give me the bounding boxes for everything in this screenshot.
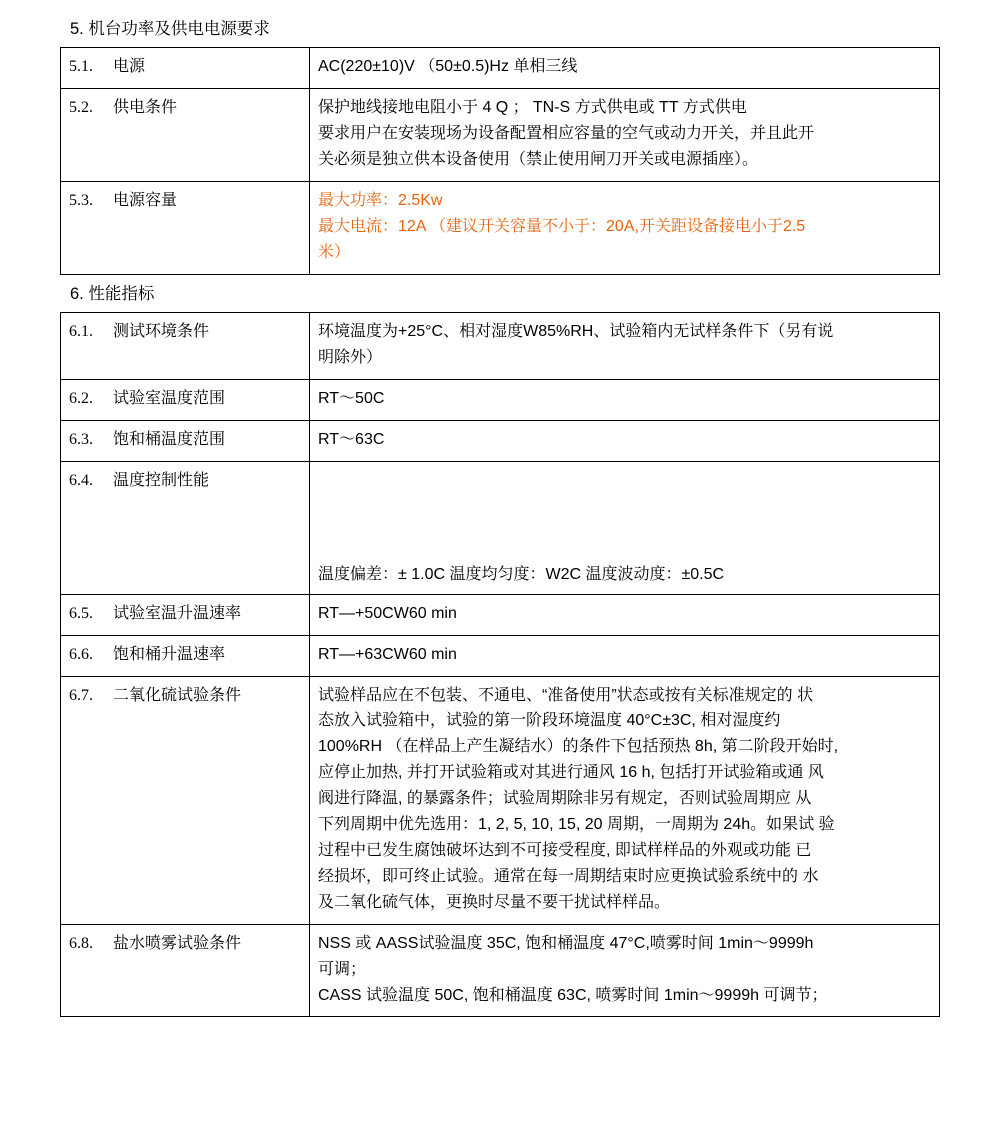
row-label-cell <box>61 313 310 380</box>
value-line: 保护地线接地电阻小于 4 Q ； TN-S 方式供电或 TT 方式供电 <box>318 99 747 117</box>
value-line: 要求用户在安装现场为设备配置相应容量的空气或动力开关，并且此开 <box>318 125 815 143</box>
row-label: 试验室温升温速率 <box>113 604 242 622</box>
value-line: RT～50C <box>318 389 385 407</box>
table-row <box>61 461 940 594</box>
value-line: 阀进行降温, 的暴露条件；试验周期除非另有规定，否则试验周期应 从 <box>318 790 812 808</box>
section-heading-power: 5. 机台功率及供电电源要求 <box>70 20 270 38</box>
row-label-cell <box>61 420 310 461</box>
value-line: 最大功率：2.5Kw <box>318 192 443 210</box>
row-label-cell <box>61 676 310 924</box>
section-heading-performance: 6. 性能指标 <box>70 284 155 303</box>
table-row <box>61 594 940 635</box>
row-label: 供电条件 <box>113 99 178 117</box>
table-row <box>61 182 940 275</box>
value-line: 及二氧化硫气体，更换时尽量不要干扰试样样品。 <box>318 893 671 911</box>
row-value-cell <box>310 379 940 420</box>
value-line: 过程中已发生腐蚀破坏达到不可接受程度, 即试样样品的外观或功能 已 <box>318 842 812 859</box>
row-label: 电源 <box>113 58 146 76</box>
row-number: 6.7. <box>69 686 93 704</box>
value-line: 明除外） <box>318 349 383 367</box>
row-value-cell <box>310 420 940 461</box>
table-row <box>61 924 940 1017</box>
spec-table-performance <box>60 312 940 1017</box>
row-value-cell <box>310 48 940 89</box>
row-label-cell <box>61 89 310 182</box>
table-row <box>61 635 940 676</box>
row-number: 6.1. <box>69 323 93 341</box>
row-number: 6.3. <box>69 430 93 448</box>
value-line: RT—+63CW60 min <box>318 645 457 663</box>
table-row <box>61 313 940 380</box>
row-label: 饱和桶温度范围 <box>113 430 226 448</box>
value-line: 米） <box>318 243 351 261</box>
table-row <box>61 420 940 461</box>
row-value-cell <box>310 461 940 594</box>
row-label-cell <box>61 635 310 676</box>
value-line: 应停止加热, 并打开试验箱或对其进行通风 16 h, 包括打开试验箱或通 风 <box>318 764 824 782</box>
row-label: 电源容量 <box>113 192 178 210</box>
row-value-cell <box>310 182 940 275</box>
row-label: 试验室温度范围 <box>113 389 226 407</box>
row-label: 饱和桶升温速率 <box>113 645 226 663</box>
row-number: 5.1. <box>69 58 93 76</box>
row-value-cell <box>310 924 940 1017</box>
row-label-cell <box>61 48 310 89</box>
row-number: 6.2. <box>69 389 93 407</box>
value-line: 环境温度为+25°C、相对湿度W85%RH、试验箱内无试样条件下（另有说 <box>318 323 834 341</box>
row-label-cell <box>61 461 310 594</box>
value-line: 下列周期中优先选用：1, 2, 5, 10, 15, 20 周期，一周期为 24h。如果试 验 <box>318 816 835 834</box>
value-line: AC(220±10)V （50±0.5)Hz 单相三线 <box>318 58 578 76</box>
row-number: 5.2. <box>69 99 93 117</box>
row-label: 二氧化硫试验条件 <box>113 686 242 704</box>
table-row <box>61 89 940 182</box>
value-line: 可调； <box>318 960 367 978</box>
row-number: 6.6. <box>69 645 93 663</box>
value-line: 态放入试验箱中，试验的第一阶段环境温度 40°C±3C, 相对湿度约 <box>318 712 781 730</box>
row-number: 6.4. <box>69 471 93 489</box>
value-line: 最大电流：12A （建议开关容量不小于：20A,开关距设备接电小于2.5 <box>318 217 806 235</box>
value-line: 温度偏差：± 1.0C 温度均匀度：W2C 温度波动度：±0.5C <box>318 565 725 583</box>
row-label-cell <box>61 379 310 420</box>
row-label-cell <box>61 594 310 635</box>
row-number: 5.3. <box>69 192 93 210</box>
spec-table-power <box>60 47 940 274</box>
row-label-cell <box>61 182 310 275</box>
table-row <box>61 676 940 924</box>
value-line: 关必须是独立供本设备使用（禁止使用闸刀开关或电源插座）。 <box>318 151 759 169</box>
row-number: 6.8. <box>69 934 93 952</box>
row-label: 温度控制性能 <box>113 471 210 489</box>
value-line: CASS 试验温度 50C, 饱和桶温度 63C, 喷雾时间 1min～9999h 可调节； <box>318 986 828 1004</box>
value-line: 试验样品应在不包装、不通电、“准备使用”状态或按有关标准规定的 状 <box>318 686 814 704</box>
row-value-cell <box>310 635 940 676</box>
value-line: NSS 或 AASS试验温度 35C, 饱和桶温度 47°C,喷雾时间 1min～9999h <box>318 934 814 952</box>
row-label-cell <box>61 924 310 1017</box>
value-line: RT～63C <box>318 430 385 448</box>
row-value-cell <box>310 594 940 635</box>
value-line: 经损坏，即可终止试验。通常在每一周期结束时应更换试验系统中的 水 <box>318 867 819 885</box>
table-row <box>61 48 940 89</box>
row-number: 6.5. <box>69 604 93 622</box>
value-line: RT—+50CW60 min <box>318 604 457 622</box>
row-label: 盐水喷雾试验条件 <box>113 934 242 952</box>
table-row <box>61 379 940 420</box>
row-value-cell <box>310 313 940 380</box>
row-label: 测试环境条件 <box>113 323 210 341</box>
value-line: 100%RH （在样品上产生凝结水）的条件下包括预热 8h, 第二阶段开始时, <box>318 738 839 756</box>
row-value-cell <box>310 89 940 182</box>
row-value-cell <box>310 676 940 924</box>
